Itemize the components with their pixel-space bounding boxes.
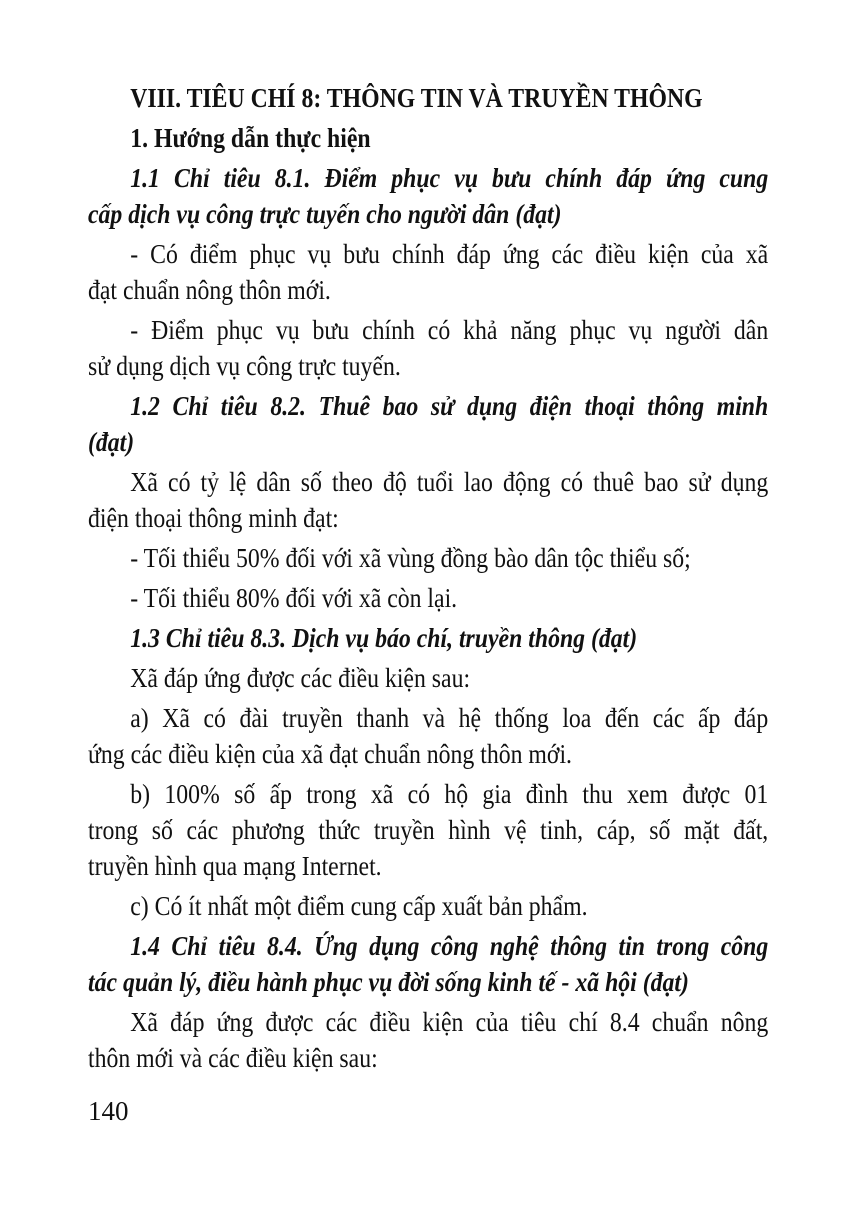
text-line: - Tối thiểu 80% đối với xã còn lại. xyxy=(130,583,458,613)
paragraph xyxy=(88,464,768,536)
text-line: 1.4 Chỉ tiêu 8.4. Ứng dụng công nghệ thông tin trong công xyxy=(130,931,769,961)
text-line: sử dụng dịch vụ công trực tuyến. xyxy=(88,351,401,381)
text-line: 1.3 Chỉ tiêu 8.3. Dịch vụ báo chí, truyền thông (đạt) xyxy=(130,623,638,653)
paragraph xyxy=(88,700,768,772)
text-line: điện thoại thông minh đạt: xyxy=(88,503,339,533)
page-number: 140 xyxy=(88,1096,129,1126)
heading xyxy=(88,620,768,656)
text-line: trong số các phương thức truyền hình vệ tinh, cáp, số mặt đất, xyxy=(88,815,769,845)
text-line: 1.1 Chỉ tiêu 8.1. Điểm phục vụ bưu chính đáp ứng cung xyxy=(130,163,769,193)
text-line: thôn mới và các điều kiện sau: xyxy=(88,1043,378,1073)
heading xyxy=(88,120,768,156)
paragraph xyxy=(88,540,768,576)
text-line: b) 100% số ấp trong xã có hộ gia đình thu xem được 01 xyxy=(130,779,769,809)
section-title xyxy=(88,80,768,116)
paragraph xyxy=(88,580,768,616)
text-line: (đạt) xyxy=(88,427,135,457)
text-line: 1.2 Chỉ tiêu 8.2. Thuê bao sử dụng điện thoại thông minh xyxy=(130,391,769,421)
text-line: - Điểm phục vụ bưu chính có khả năng phục vụ người dân xyxy=(130,315,769,345)
text-line: 1. Hướng dẫn thực hiện xyxy=(130,123,371,153)
text-line: c) Có ít nhất một điểm cung cấp xuất bản phẩm. xyxy=(130,891,588,921)
paragraph xyxy=(88,1004,768,1076)
text-line: a) Xã có đài truyền thanh và hệ thống loa đến các ấp đáp xyxy=(130,703,769,733)
paragraph xyxy=(88,660,768,696)
heading xyxy=(88,928,768,1000)
text-line: truyền hình qua mạng Internet. xyxy=(88,851,382,881)
text-line: ứng các điều kiện của xã đạt chuẩn nông thôn mới. xyxy=(88,739,572,769)
text-line: cấp dịch vụ công trực tuyến cho người dân (đạt) xyxy=(88,199,562,229)
paragraph xyxy=(88,776,768,884)
text-line: đạt chuẩn nông thôn mới. xyxy=(88,275,331,305)
paragraph xyxy=(88,312,768,384)
heading xyxy=(88,160,768,232)
document-body xyxy=(88,80,768,1076)
text-line: VIII. TIÊU CHÍ 8: THÔNG TIN VÀ TRUYỀN THÔNG xyxy=(130,83,703,113)
text-line: - Tối thiểu 50% đối với xã vùng đồng bào dân tộc thiểu số; xyxy=(130,543,691,573)
paragraph xyxy=(88,888,768,924)
heading xyxy=(88,388,768,460)
text-line: Xã đáp ứng được các điều kiện của tiêu chí 8.4 chuẩn nông xyxy=(130,1007,769,1037)
text-line: Xã có tỷ lệ dân số theo độ tuổi lao động có thuê bao sử dụng xyxy=(130,467,769,497)
text-line: - Có điểm phục vụ bưu chính đáp ứng các điều kiện của xã xyxy=(130,239,769,269)
paragraph xyxy=(88,236,768,308)
text-line: Xã đáp ứng được các điều kiện sau: xyxy=(130,663,471,693)
text-line: tác quản lý, điều hành phục vụ đời sống kinh tế - xã hội (đạt) xyxy=(88,967,689,997)
